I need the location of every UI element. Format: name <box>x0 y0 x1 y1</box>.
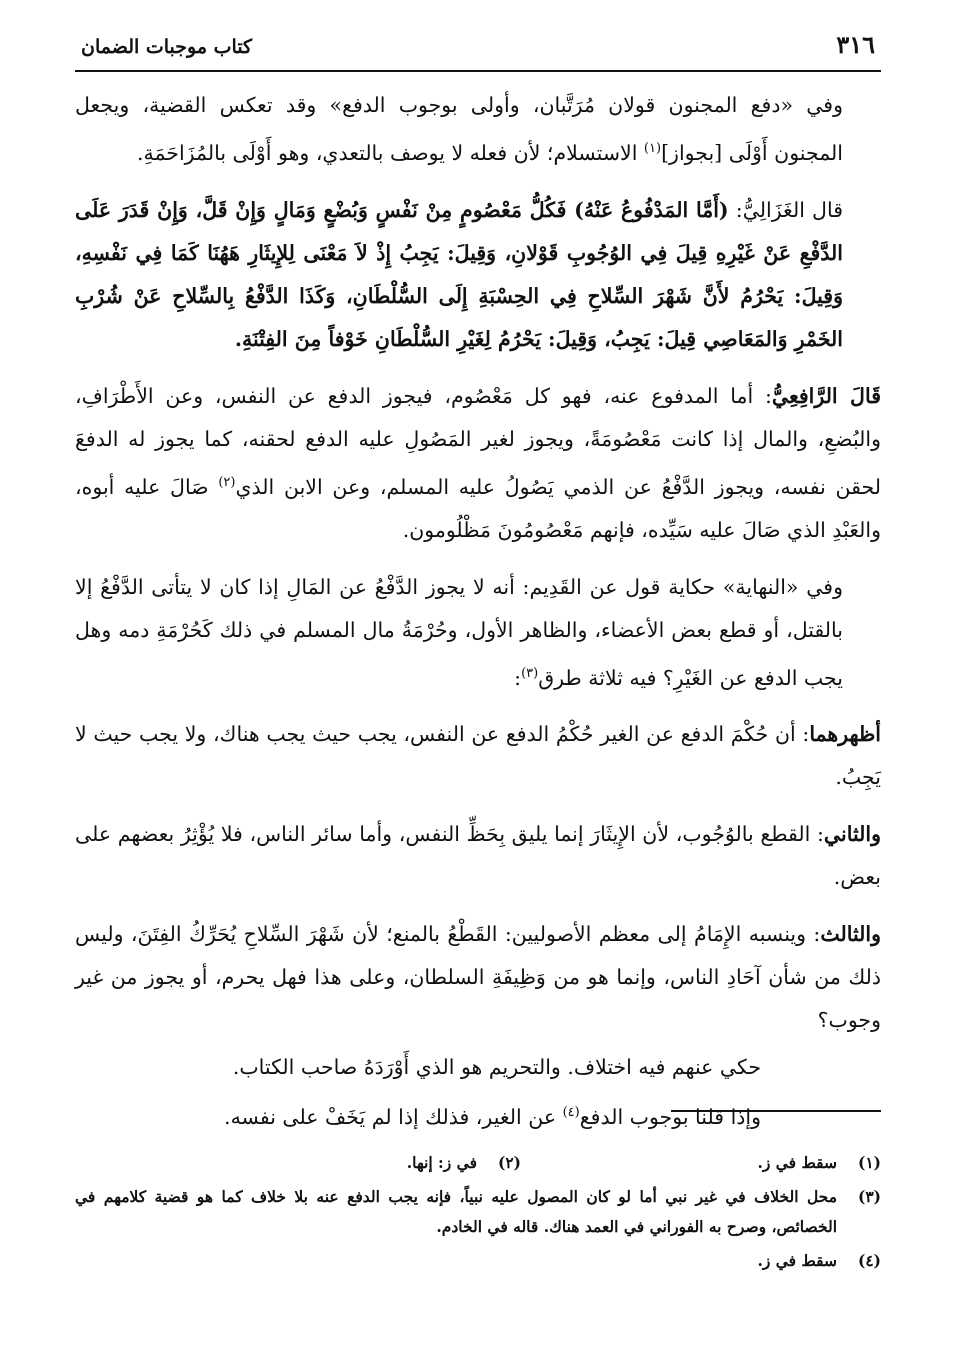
main-text <box>75 84 881 1139</box>
footnote-number: (٢) <box>497 1153 521 1172</box>
paragraph-narrated <box>75 1046 881 1089</box>
ghazali-quote: (أَمَّا المَدْفُوعُ عَنْهُ) فَكُلُّ مَعْصُومٍ مِنْ نَفْسٍ وَبُضْعٍ وَمَالٍ وَإِنْ قَلَّ، وَإِنْ قَدَرَ عَلَى الدَّفْعِ عَنْ غَيْرِهِ قِيلَ فِي الوُجُوبِ قَوْلانِ، وَقِيلَ: يَجِبُ إِذْ لاَ مَعْنَى لِلإِيثَارِ هَهُنَا كَمَا فِي نَفْسِهِ، وَقِيلَ: يَحْرُمُ لأَنَّ شَهْرَ السِّلاحِ فِي الحِسْبَةِ إِلَى السُّلْطَانِ، وَكَذَا الدَّفْعُ بِالسِّلاحِ عَنْ شُرْبِ الخَمْرِ وَالمَعَاصِي قِيلَ: يَجِبُ، وَقِيلَ: يَحْرُمُ لِغَيْرِ السُّلْطَانِ خَوْفاً مِنَ الفِتْنَةِ. <box>75 197 843 351</box>
nihaya-text-a: وفي «النهاية» حكاية قول عن القَدِيم: أنه لا يجوز الدَّفْعُ عن المَالِ إذا كان لا يتأتى الدَّفْعُ إلا بالقتل، أو قطع بعض الأعضاء، والظاهر الأول، وحُرْمَةُ مال المسلم في ذلك كَحُرْمَةِ دمه وهل يجب الدفع عن الغَيْرِ؟ فيه ثلاثة طرق <box>75 574 843 690</box>
footnote-ref-4: (٤) <box>562 1105 580 1121</box>
footnote-text: محل الخلاف في غير نبي أما لو كان المصول عليه نبياً، فإنه يجب الدفع عنه بلا خلاف كما هو قضية كلامهم في الخصائص، وصرح به الفوراني في العمد هناك. قاله في الخادم. <box>75 1187 837 1236</box>
if-obligatory-text-b: عن الغير، فذلك إذا لم يَخَفْ على نفسه. <box>224 1105 563 1130</box>
rafii-text-a: : أما المدفوع عنه، فهو كل مَعْصُوم، فيجوز الدفع عن النفس، وعن الأَطْرَافِ، والبُضعِ، والمال إذا كانت مَعْصُومَةً، ويجوز لغير المَصُولِ عليه الدفع لحقنه، كما يجوز له الدفعَ لحقن نفسه، ويجوز الدَّفْعُ عن الذمي يَصُولُ عليه المسلم، وعن الابن الذي <box>75 383 881 499</box>
footnote-number: (١) <box>857 1153 881 1172</box>
footnote-ref-1: (١) <box>643 141 662 156</box>
page <box>75 30 881 1270</box>
paragraph-ghazali <box>75 189 881 361</box>
rafii-lead: قَالَ الرَّافِعِيُّ <box>771 383 881 408</box>
third-way-text: : وينسبه الإِمَامُ إلى معظم الأصوليين: القَطْعُ بالمنع؛ لأن شَهْرَ السِّلاحِ يُحَرِّكُ الفِتَنَ، وليس ذلك من شأن آحَادِ الناس، وإنما هو من وَظِيفَةِ السلطان، وعلى هذا فهل يحرم، أو يجوز من غير وجوب؟ <box>75 922 881 1033</box>
paragraph-1-text-b: الاستسلام؛ لأن فعله لا يوصف بالتعدي، وهو أَوْلَى بالمُزَاحَمَةِ. <box>136 140 644 165</box>
page-number: ٣١٦ <box>836 30 875 59</box>
footnote-1 <box>521 1148 881 1178</box>
paragraph-1-text-a: وفي «دفع المجنون قولان مُرَتَّبان، وأولى بوجوب الدفع» وقد تعكس القضية، ويجعل المجنون أَوْلَى [بجواز] <box>75 93 843 165</box>
third-way-lead: والثالث <box>820 922 881 947</box>
footnote-pair <box>75 1148 881 1178</box>
first-way-text: : أن حُكْمَ الدفع عن الغير حُكْمُ الدفع عن النفس، يجب حيث يجب هناك، ولا يجب حيث لا يَجِبُ. <box>75 722 881 790</box>
footnote-ref-2: (٢) <box>218 474 236 490</box>
paragraph-second-way <box>75 813 881 899</box>
rafii-text-b: صَالَ عليه أبوه، والعَبْدِ الذي صَالَ عليه سَيِّده، فإنهم مَعْصُومُونَ مَظْلُومون. <box>75 474 881 542</box>
footnote-text: في ز: إنها. <box>406 1153 477 1172</box>
paragraph-nihaya <box>75 566 881 700</box>
nihaya-text-b: : <box>514 665 522 690</box>
footnote-2 <box>161 1148 521 1178</box>
page-header <box>75 30 881 72</box>
book-title: كتاب موجبات الضمان <box>81 36 253 58</box>
ghazali-lead: قال الغَزَالِيُّ: <box>728 197 843 222</box>
paragraph-if-obligatory <box>75 1091 881 1139</box>
footnote-ref-3: (٣) <box>521 665 539 681</box>
footnote-number: (٣) <box>857 1187 881 1206</box>
paragraph-third-way <box>75 913 881 1042</box>
footnote-text: سقط في ز. <box>757 1153 837 1172</box>
narrated-text: حكي عنهم فيه اختلاف. والتحريم هو الذي أَوْرَدَهُ صاحب الكتاب. <box>232 1055 761 1080</box>
footnote-number: (٤) <box>857 1251 881 1270</box>
footnote-4 <box>75 1246 881 1276</box>
first-way-lead: أظهرهما <box>809 722 881 747</box>
footnotes <box>75 1148 881 1276</box>
second-way-text: : القطع بالوُجُوب، لأن الإِيثَارَ إنما يليق بِحَظِّ النفس، وأما سائر الناس، فلا يُؤْثِرُ بعضهم على بعض. <box>75 822 881 890</box>
paragraph-first-way <box>75 713 881 799</box>
footnote-text: سقط في ز. <box>757 1251 837 1270</box>
if-obligatory-text-a: وإذا قلنا بوجوب الدفع <box>579 1105 761 1130</box>
second-way-lead: والثاني <box>823 822 881 847</box>
paragraph-rafii <box>75 375 881 552</box>
footnote-3 <box>75 1182 881 1242</box>
paragraph-1 <box>75 84 881 175</box>
footnote-divider <box>671 1110 881 1112</box>
